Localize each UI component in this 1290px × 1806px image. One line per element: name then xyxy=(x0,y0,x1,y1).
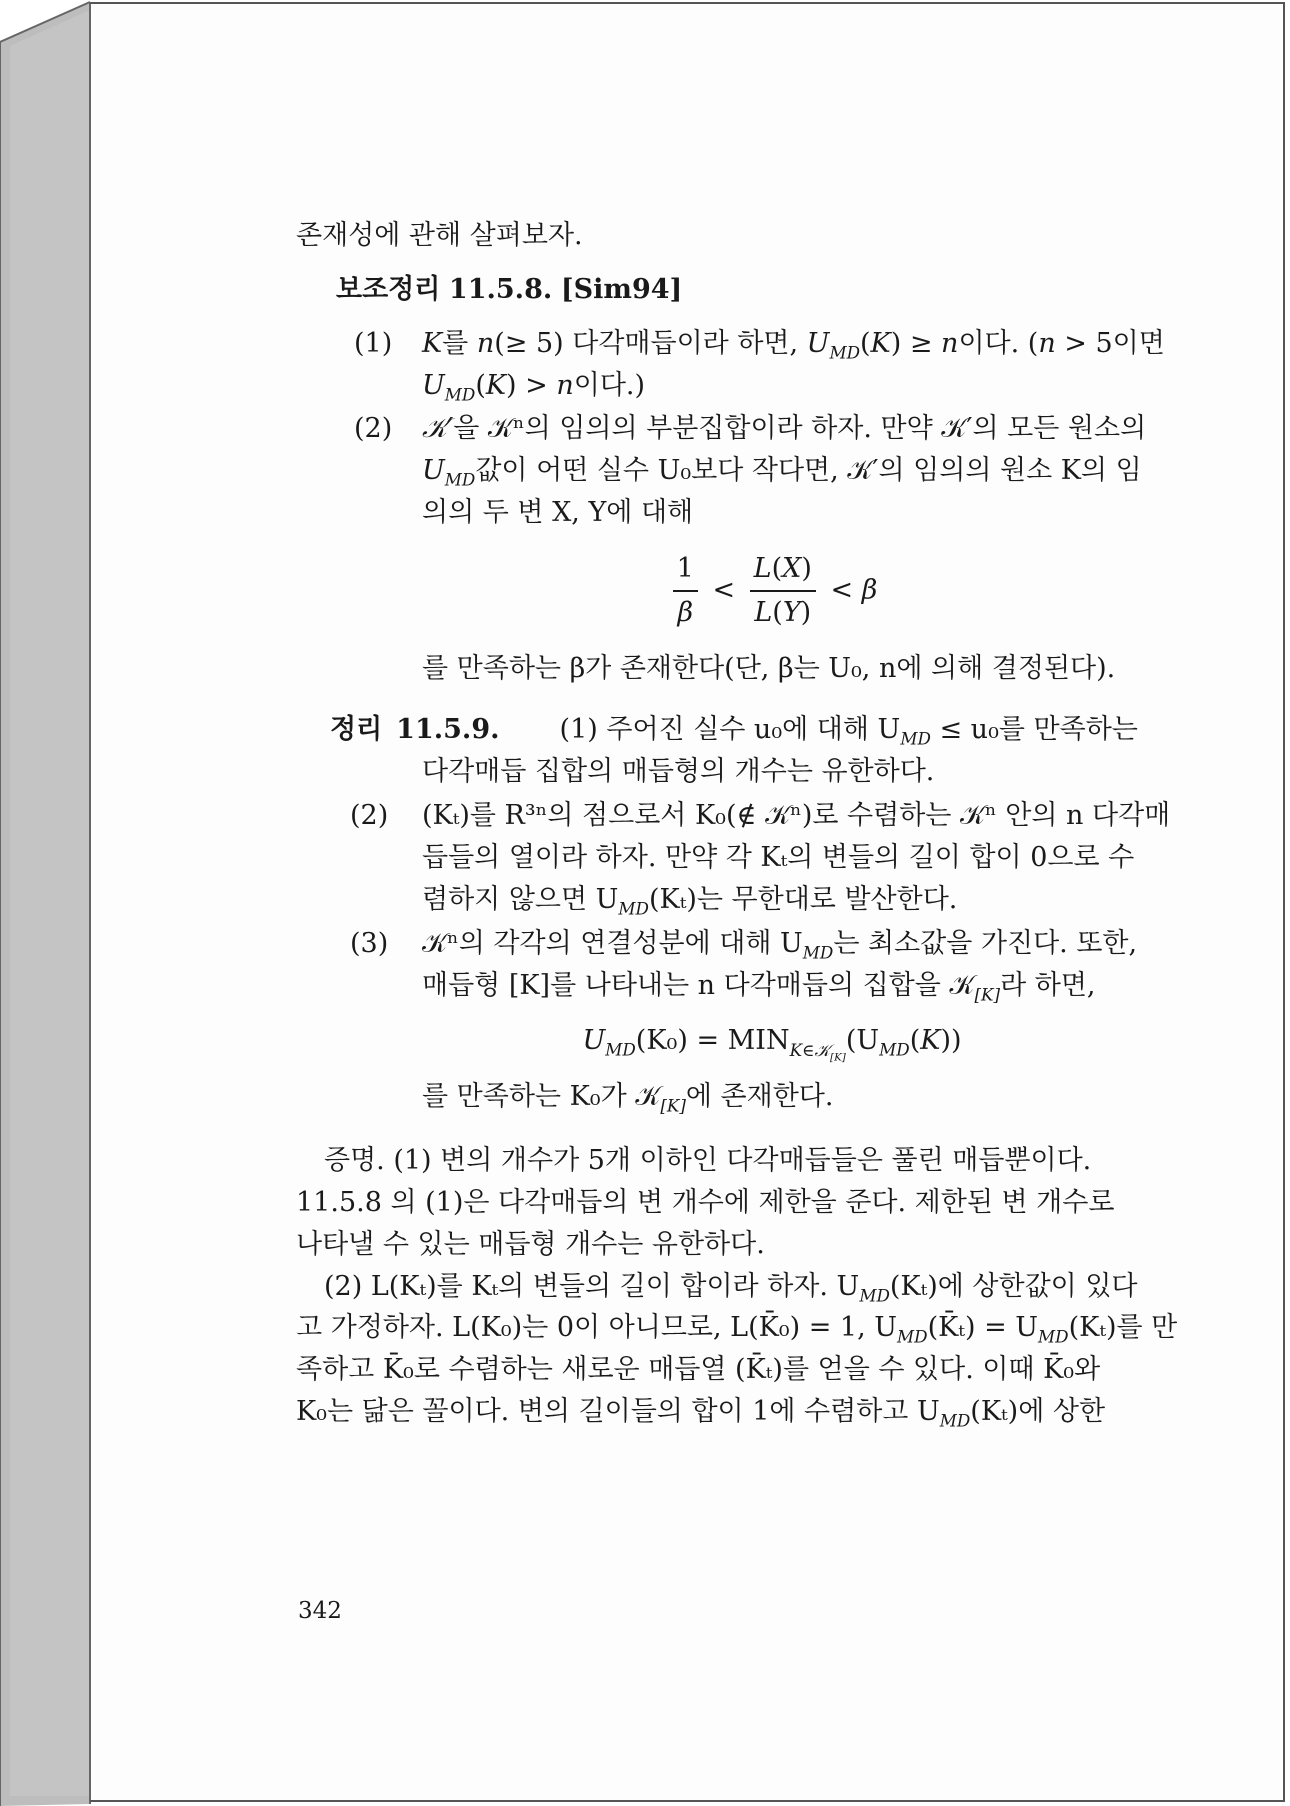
theorem-item-2-number: (2) xyxy=(350,800,389,832)
proof-line-6: 족하고 K̄₀로 수렴하는 새로운 매듭열 (K̄ₜ)를 얻을 수 있다. 이때 K̄₀와 xyxy=(296,1354,1101,1386)
lemma-item-1-number: (1) xyxy=(354,327,393,359)
book-spine xyxy=(0,0,92,1806)
lemma-item-2-line-1: 𝒦′을 𝒦ⁿ의 임의의 부분집합이라 하자. 만약 𝒦′의 모든 원소의 xyxy=(422,413,1147,445)
theorem-item-2-line-2: 듭들의 열이라 하자. 만약 각 Kₜ의 변들의 길이 합이 0으로 수 xyxy=(422,841,1135,873)
page-text xyxy=(296,215,1182,1433)
lemma-item-2-line-2: $U_{MD}$값이 어떤 실수 U₀보다 작다면, 𝒦′의 임의의 원소 K의 임 xyxy=(422,455,1142,490)
proof-line-3: 나타낼 수 있는 매듭형 개수는 유한하다. xyxy=(296,1228,765,1260)
theorem-item-3-line-2: 매듭형 [K]를 나타내는 n 다각매듭의 집합을 𝒦$_{[K]}$라 하면, xyxy=(422,969,1096,1004)
theorem-item-2 xyxy=(296,795,1182,921)
theorem-number: 11.5.9. xyxy=(396,714,500,746)
proof-line-4: (2) L(Kₜ)를 Kₜ의 변들의 길이 합이라 하자. $U_{MD}(K_t)$에 상한값이 있다 xyxy=(324,1270,1138,1305)
page-number: 342 xyxy=(298,1598,342,1624)
theorem-item-3-line-1: 𝒦ⁿ의 각각의 연결성분에 대해 $U_{MD}$는 최소값을 가진다. 또한, xyxy=(422,927,1138,963)
proof-line-1: 증명. (1) 변의 개수가 5개 이하인 다각매듭들은 풀린 매듭뿐이다. xyxy=(324,1145,1092,1177)
proof-paragraph-1 xyxy=(296,1140,1182,1182)
beta-inequality: $\frac{1}{\beta}$ < $\frac{L(X)}{L(Y)}$ < β xyxy=(422,548,1122,634)
theorem-item-3 xyxy=(296,923,1182,1118)
theorem-item-2-line-1: (Kₜ)를 R³ⁿ의 점으로서 K₀(∉ 𝒦ⁿ)로 수렴하는 𝒦ⁿ 안의 n 다각매 xyxy=(422,800,1171,832)
intro-line: 존재성에 관해 살펴보자. xyxy=(296,220,583,251)
lemma-ref: [Sim94] xyxy=(560,273,683,305)
lemma-item-1-line-1: K를 n(≥ 5) 다각매듭이라 하면, $U_{MD}(K) \ge n$이다. (n > 5이면 xyxy=(422,327,1165,363)
theorem-item-3-number: (3) xyxy=(350,927,389,959)
lemma-item-2-number: (2) xyxy=(354,413,393,445)
lemma-label: 보조정리 xyxy=(336,273,441,305)
proof-line-5: 고 가정하자. L(K₀)는 0이 아니므로, L(K̄₀) = 1, $U_{MD}(K̄_t) = U_{MD}(K_t)$를 만 xyxy=(296,1312,1178,1347)
theorem-item-3-conclusion: 를 만족하는 K₀가 𝒦$_{[K]}$에 존재한다. xyxy=(422,1081,834,1116)
proof-line-2: 11.5.8 의 (1)은 다각매듭의 변 개수에 제한을 준다. 제한된 변 개수로 xyxy=(296,1186,1115,1218)
lemma-heading xyxy=(296,269,1182,311)
lemma-item-1 xyxy=(296,323,1182,407)
lemma-number: 11.5.8. xyxy=(448,273,553,305)
lemma-item-2-line-3: 의의 두 변 X, Y에 대해 xyxy=(422,497,694,529)
theorem-item-1-line-1: (1) 주어진 실수 u₀에 대해 $U_{MD} \le u_0$를 만족하는 xyxy=(559,714,1138,749)
lemma-item-2-conclusion: 를 만족하는 β가 존재한다(단, β는 U₀, n에 의해 결정된다). xyxy=(422,652,1116,684)
min-formula: $U_{MD}(K_0) = MIN_{K\in 𝒦_{[K]}}(U_{MD}(K))$ xyxy=(582,1025,962,1064)
theorem-item-1-line-2: 다각매듭 집합의 매듭형의 개수는 유한하다. xyxy=(422,756,935,788)
theorem-item-2-line-3: 렴하지 않으면 $U_{MD}(K_t)$는 무한대로 발산한다. xyxy=(422,883,958,919)
lemma-item-2 xyxy=(296,408,1182,689)
theorem-label: 정리 xyxy=(330,714,383,746)
theorem-heading xyxy=(296,709,1182,751)
proof-line-7: K₀는 닮은 꼴이다. 변의 길이들의 합이 1에 수렴하고 $U_{MD}(K_t)$에 상한 xyxy=(296,1396,1106,1431)
lemma-item-1-line-2: $U_{MD}(K) > n$이다.) xyxy=(422,369,646,404)
proof-label: 증명. xyxy=(324,1145,385,1177)
